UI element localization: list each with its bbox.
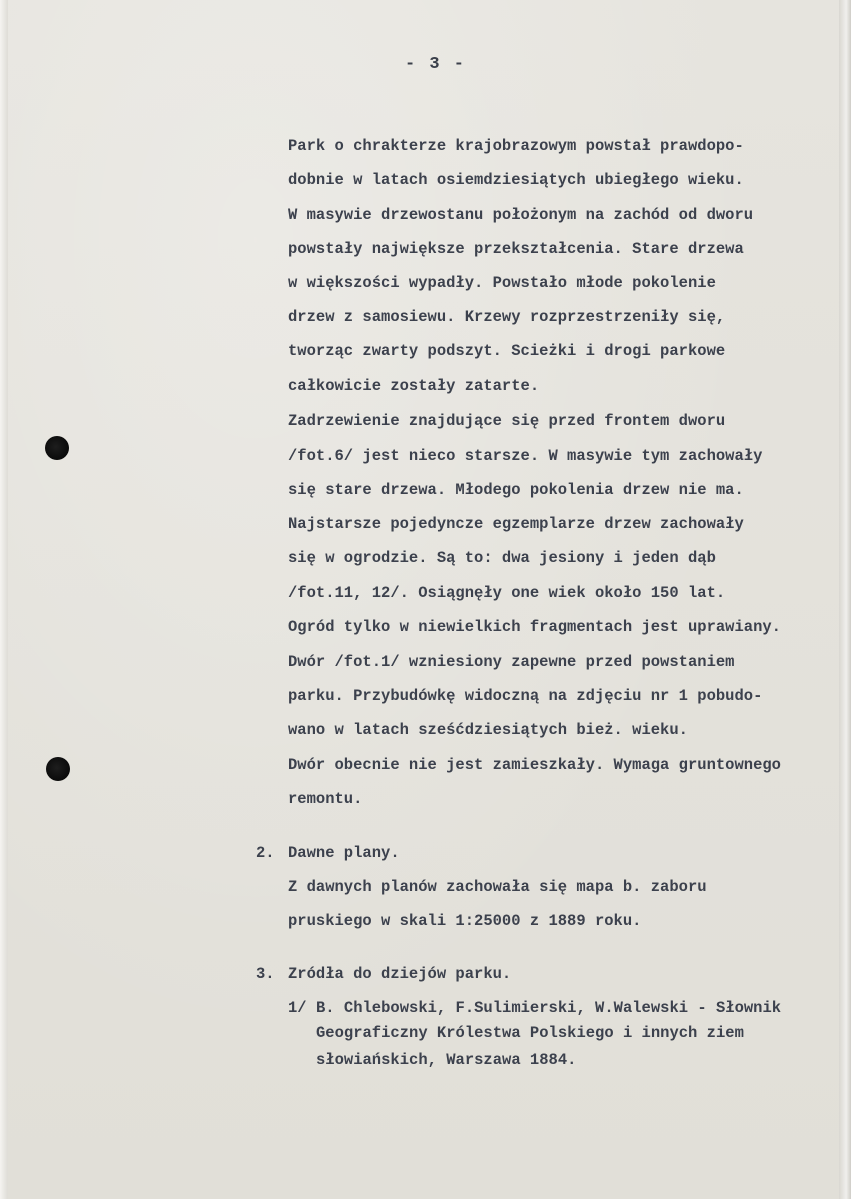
paragraph-line: się w ogrodzie. Są to: dwa jesiony i jeden dąb — [288, 549, 716, 567]
paper-right-edge — [839, 0, 851, 1199]
section-3-number: 3. — [256, 965, 275, 983]
section-2-number: 2. — [256, 844, 275, 862]
section-2-line: Z dawnych planów zachowała się mapa b. zaboru — [288, 878, 707, 896]
paragraph-line: Park o chrakterze krajobrazowym powstał prawdopo- — [288, 137, 744, 155]
section-3-item-line: B. Chlebowski, F.Sulimierski, W.Walewski - Słownik — [316, 999, 782, 1017]
paragraph-line: /fot.11, 12/. Osiągnęły one wiek około 150 lat. — [288, 584, 726, 602]
paragraph-line: remontu. — [288, 790, 363, 808]
section-2-line: pruskiego w skali 1:25000 z 1889 roku. — [288, 912, 642, 930]
binder-hole-bottom — [46, 757, 70, 781]
binder-hole-top — [45, 436, 69, 460]
paragraph-line: powstały największe przekształcenia. Stare drzewa — [288, 240, 744, 258]
paragraph-line: Dwór /fot.1/ wzniesiony zapewne przed powstaniem — [288, 653, 735, 671]
paragraph-line: parku. Przybudówkę widoczną na zdjęciu nr 1 pobudo- — [288, 687, 763, 705]
section-3-heading: Zródła do dziejów parku. — [288, 965, 512, 983]
paragraph-line: drzew z samosiewu. Krzewy rozprzestrzeniły się, — [288, 308, 726, 326]
paragraph-line: całkowicie zostały zatarte. — [288, 377, 540, 395]
paragraph-line: /fot.6/ jest nieco starsze. W masywie tym zachowały — [288, 447, 763, 465]
paragraph-line: dobnie w latach osiemdziesiątych ubiegłego wieku. — [288, 171, 744, 189]
paragraph-line: się stare drzewa. Młodego pokolenia drzew nie ma. — [288, 481, 744, 499]
paragraph-line: w większości wypadły. Powstało młode pokolenie — [288, 274, 716, 292]
paragraph-line: W masywie drzewostanu położonym na zachód od dworu — [288, 206, 754, 224]
paragraph-line: Ogród tylko w niewielkich fragmentach jest uprawiany. — [288, 618, 781, 636]
paragraph-line: tworząc zwarty podszyt. Scieżki i drogi parkowe — [288, 342, 726, 360]
section-3-item-line: słowiańskich, Warszawa 1884. — [316, 1051, 577, 1069]
paper-left-edge — [0, 0, 8, 1199]
paragraph-line: Dwór obecnie nie jest zamieszkały. Wymaga gruntownego — [288, 756, 781, 774]
section-3-item-line: Geograficzny Królestwa Polskiego i innych ziem — [316, 1024, 744, 1042]
paragraph-line: Najstarsze pojedyncze egzemplarze drzew zachowały — [288, 515, 744, 533]
section-3-item-marker: 1/ — [288, 999, 307, 1017]
page-number: - 3 - — [405, 55, 467, 74]
paragraph-line: Zadrzewienie znajdujące się przed frontem dworu — [288, 412, 726, 430]
paragraph-line: wano w latach sześćdziesiątych bież. wieku. — [288, 721, 688, 739]
section-2-heading: Dawne plany. — [288, 844, 400, 862]
